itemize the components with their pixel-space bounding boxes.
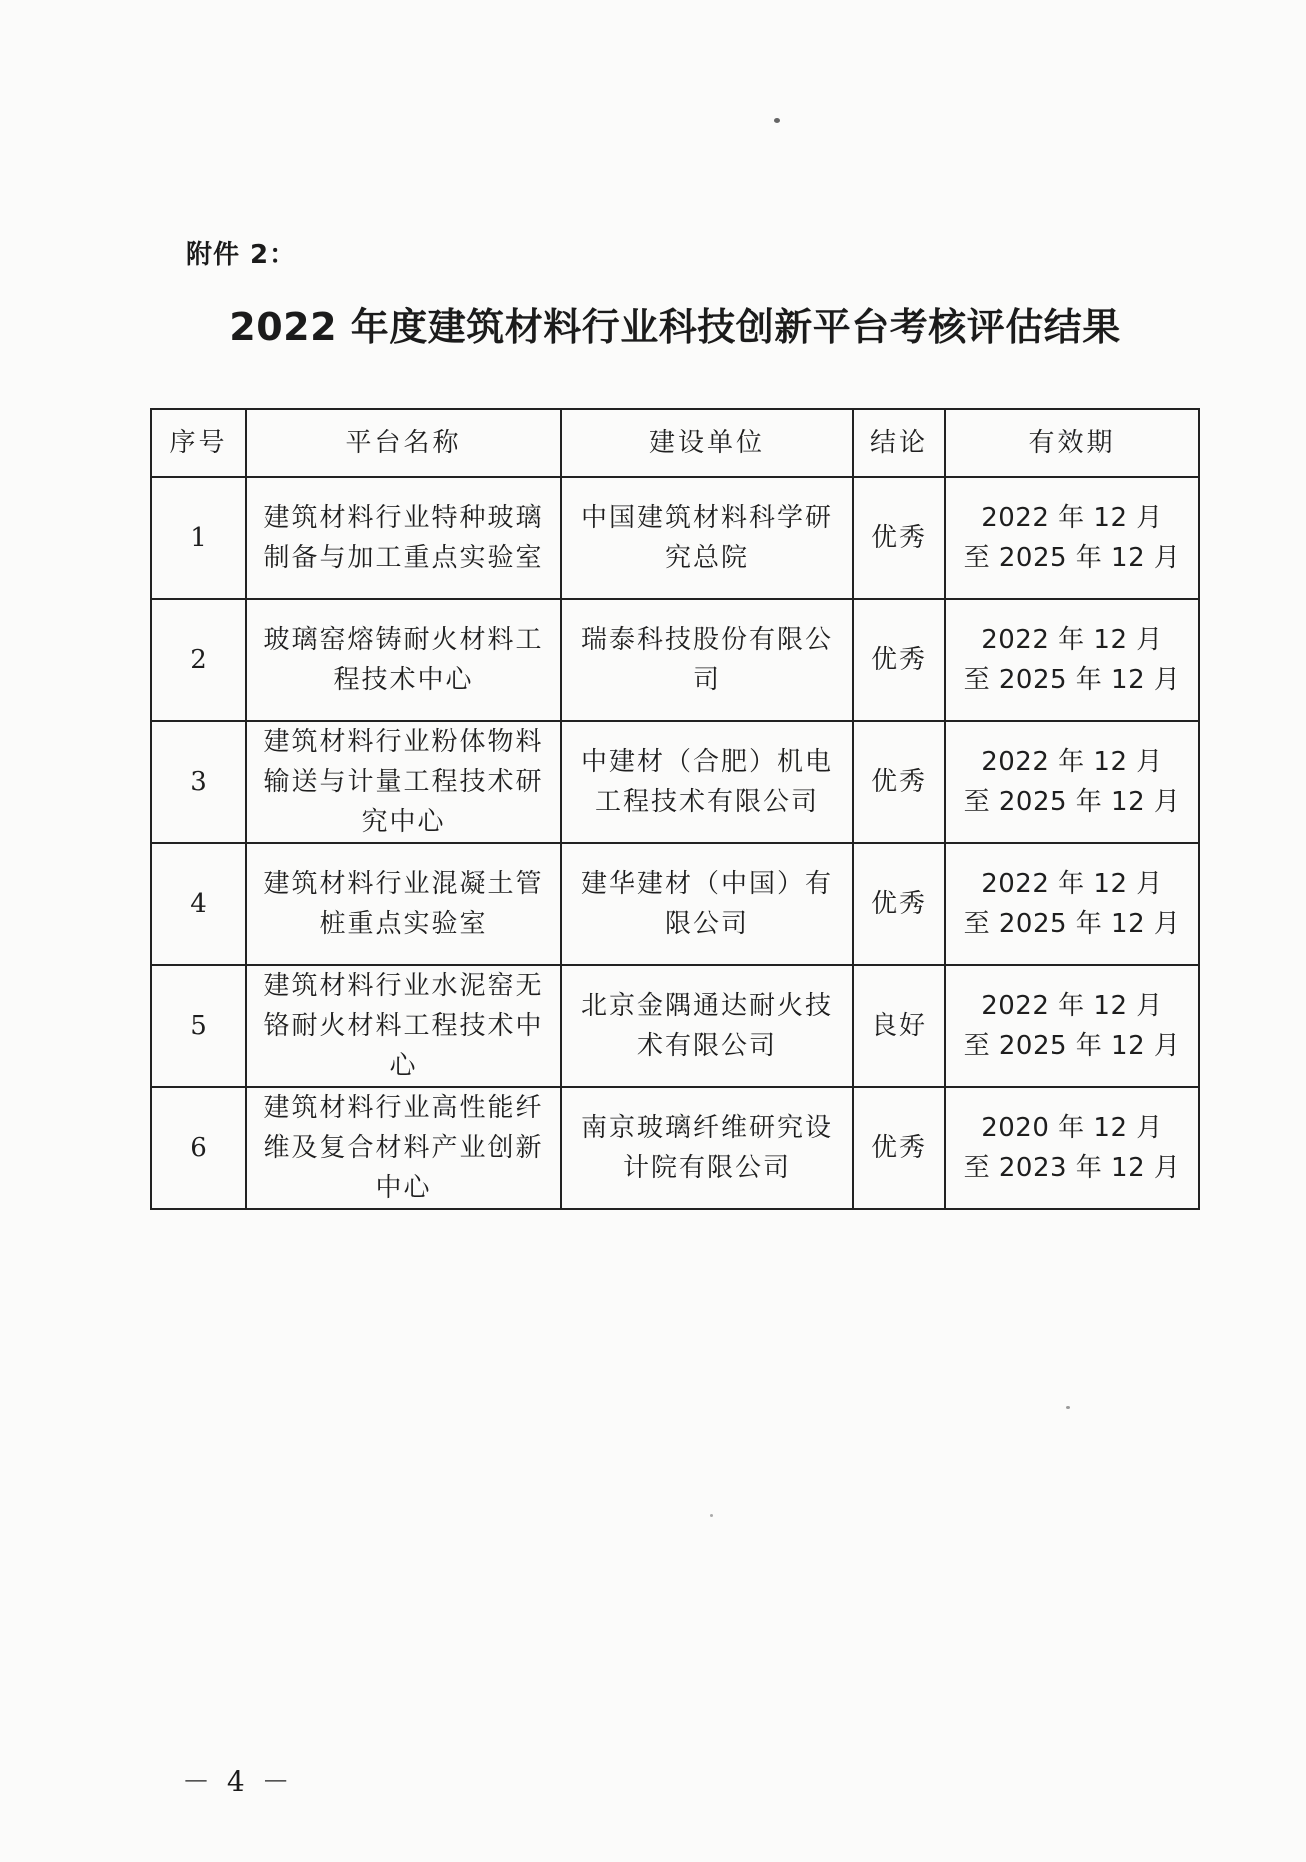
scan-speck: [1066, 1406, 1070, 1409]
period-end: 至 2025 年 12 月: [963, 909, 1181, 939]
row-period: [945, 965, 1199, 1087]
row-conclusion: 优秀: [853, 843, 945, 965]
row-conclusion: 优秀: [853, 477, 945, 599]
row-platform: 建筑材料行业混凝土管桩重点实验室: [246, 843, 561, 965]
table-row: [151, 477, 1199, 599]
row-index: 6: [151, 1087, 246, 1209]
header-unit: 建设单位: [561, 409, 853, 477]
header-index: 序号: [151, 409, 246, 477]
period-start: 2022 年 12 月: [981, 869, 1163, 899]
document-title: 2022 年度建筑材料行业科技创新平台考核评估结果: [229, 305, 1121, 349]
row-period: [945, 721, 1199, 843]
period-start: 2020 年 12 月: [981, 1113, 1163, 1143]
table-row: [151, 843, 1199, 965]
row-unit: 瑞泰科技股份有限公司: [561, 599, 853, 721]
row-conclusion: 良好: [853, 965, 945, 1087]
period-end: 至 2025 年 12 月: [963, 1031, 1181, 1061]
row-conclusion: 优秀: [853, 1087, 945, 1209]
row-period: [945, 1087, 1199, 1209]
row-index: 5: [151, 965, 246, 1087]
header-conclusion: 结论: [853, 409, 945, 477]
row-index: 2: [151, 599, 246, 721]
table-header-row: [151, 409, 1199, 477]
period-start: 2022 年 12 月: [981, 991, 1163, 1021]
row-index: 4: [151, 843, 246, 965]
table-row: [151, 599, 1199, 721]
results-table: [150, 408, 1200, 1210]
period-end: 至 2025 年 12 月: [963, 665, 1181, 695]
table-row: [151, 721, 1199, 843]
period-end: 至 2023 年 12 月: [963, 1153, 1181, 1183]
scan-speck: [774, 118, 780, 123]
period-start: 2022 年 12 月: [981, 625, 1163, 655]
row-period: [945, 599, 1199, 721]
period-start: 2022 年 12 月: [981, 747, 1163, 777]
period-start: 2022 年 12 月: [981, 503, 1163, 533]
row-unit: 建华建材（中国）有限公司: [561, 843, 853, 965]
table-row: [151, 1087, 1199, 1209]
scan-speck: [710, 1514, 713, 1517]
row-unit: 北京金隅通达耐火技术有限公司: [561, 965, 853, 1087]
row-unit: 中建材（合肥）机电工程技术有限公司: [561, 721, 853, 843]
header-period: 有效期: [945, 409, 1199, 477]
table-row: [151, 965, 1199, 1087]
page-number: － 4 －: [182, 1765, 294, 1798]
period-end: 至 2025 年 12 月: [963, 543, 1181, 573]
row-platform: 建筑材料行业水泥窑无铬耐火材料工程技术中心: [246, 965, 561, 1087]
row-platform: 建筑材料行业粉体物料输送与计量工程技术研究中心: [246, 721, 561, 843]
row-index: 3: [151, 721, 246, 843]
row-unit: 南京玻璃纤维研究设计院有限公司: [561, 1087, 853, 1209]
attachment-label: 附件 2：: [186, 240, 297, 270]
row-platform: 建筑材料行业特种玻璃制备与加工重点实验室: [246, 477, 561, 599]
row-platform: 玻璃窑熔铸耐火材料工程技术中心: [246, 599, 561, 721]
row-platform: 建筑材料行业高性能纤维及复合材料产业创新中心: [246, 1087, 561, 1209]
header-platform: 平台名称: [246, 409, 561, 477]
row-period: [945, 477, 1199, 599]
row-unit: 中国建筑材料科学研究总院: [561, 477, 853, 599]
row-period: [945, 843, 1199, 965]
row-conclusion: 优秀: [853, 599, 945, 721]
row-index: 1: [151, 477, 246, 599]
row-conclusion: 优秀: [853, 721, 945, 843]
period-end: 至 2025 年 12 月: [963, 787, 1181, 817]
